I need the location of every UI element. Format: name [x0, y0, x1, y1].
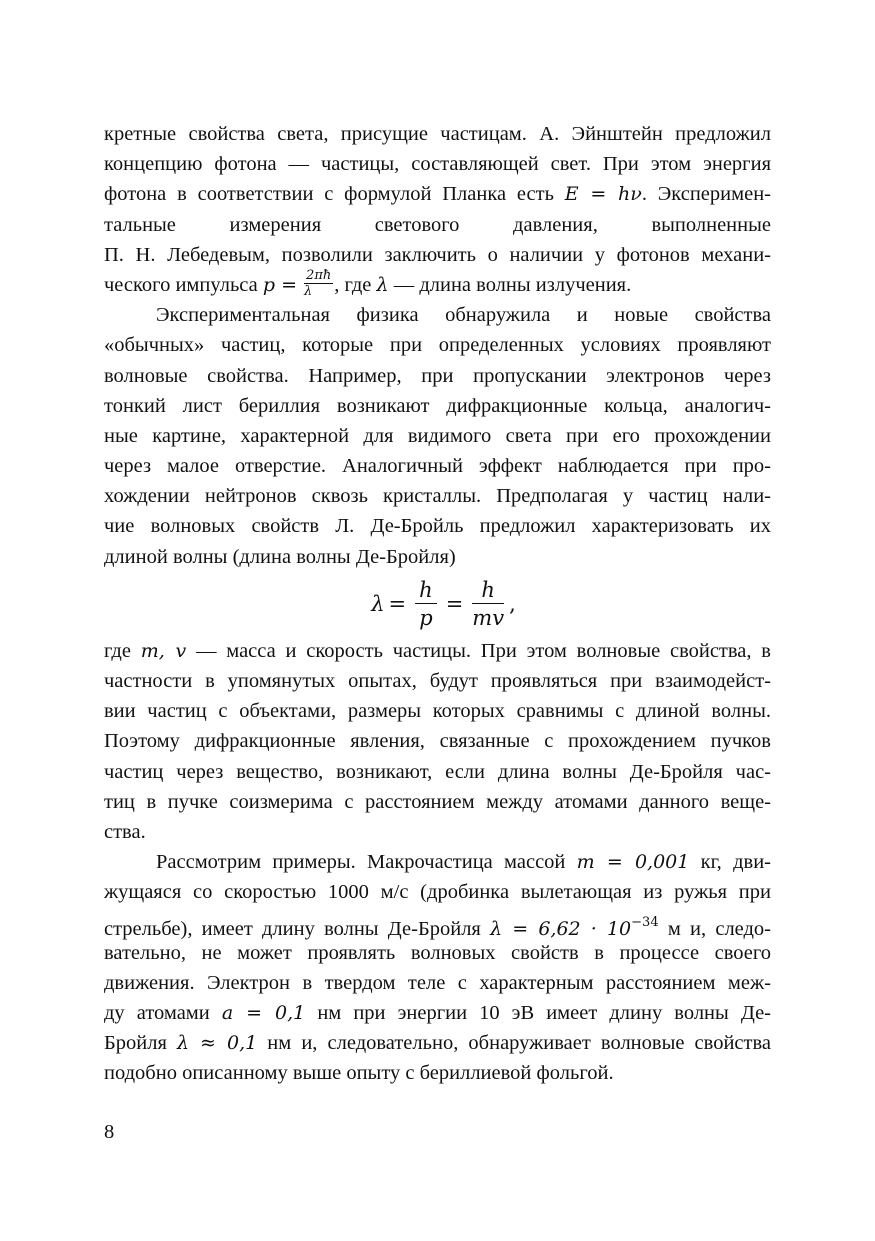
fraction-numerator: h: [415, 579, 437, 604]
text-span: нм при энергии 10 эВ имеет длину волны Де-: [305, 1002, 772, 1025]
text-span: м и, следо-: [658, 917, 772, 940]
text-line: вии частиц с объектами, размеры которых сравнимы с длиной волны.: [104, 700, 771, 723]
page-number: 8: [104, 1121, 115, 1143]
fraction-numerator: 2πħ: [306, 267, 332, 283]
text-line: Поэтому дифракционные явления, связанные с прохождением пучков: [104, 730, 771, 753]
mass-value: m = 0,001: [576, 851, 690, 874]
electron-wavelength-value: λ ≈ 0,1: [177, 1032, 258, 1055]
page-body: [104, 119, 771, 1089]
text-line: [104, 636, 771, 666]
equals-sign: =: [388, 591, 407, 616]
text-span: ческого импульса: [104, 273, 263, 296]
fraction-h-over-mv: [472, 579, 504, 629]
text-line: [104, 847, 771, 877]
text-line: чие волновых свойств Л. Де-Бройль предложил характеризовать их: [104, 515, 771, 538]
text-line: волновые свойства. Например, при пропускании электронов через: [104, 364, 771, 387]
text-line: хождении нейтронов сквозь кристаллы. Предполагая у частиц нали-: [104, 485, 771, 508]
text-line: тиц в пучке соизмерима с расстоянием между атомами данного веще-: [104, 790, 771, 813]
text-span: — масса и скорость частицы. При этом волновые свойства, в: [186, 639, 771, 662]
lambda-symbol: λ: [371, 591, 385, 616]
paragraph-diffraction: [104, 636, 771, 847]
fraction-denominator: p: [419, 605, 433, 630]
text-line: тальные измерения светового давления, выполненные: [104, 213, 771, 236]
text-span: , где: [334, 273, 377, 296]
text-line: ные картине, характерной для видимого света при его прохождении: [104, 424, 771, 447]
text-span: Рассмотрим примеры. Макрочастица массой: [156, 851, 577, 874]
fraction-denominator: λ: [304, 283, 313, 299]
equation-comma: ,: [509, 591, 516, 616]
text-span: фотона в соответствии с формулой Планка есть: [104, 183, 565, 206]
equals-sign: =: [275, 273, 304, 296]
mass-velocity-symbols: m, v: [140, 639, 187, 662]
paragraph-particles: [104, 300, 771, 572]
text-line: Экспериментальная физика обнаружила и новые свойства: [156, 304, 771, 327]
exponent: −34: [631, 914, 659, 930]
text-line: частиц через вещество, возникают, если длина волны Де-Бройля час-: [104, 760, 771, 783]
planck-formula: E = hν: [564, 183, 642, 206]
text-span: нм и, следовательно, обнаруживает волновые свойства: [257, 1032, 771, 1055]
fraction-denominator: mv: [472, 605, 505, 630]
de-broglie-equation: [104, 572, 771, 636]
text-span: стрельбе), имеет длину волны Де-Бройля: [104, 917, 491, 940]
fraction-numerator: h: [472, 579, 504, 604]
momentum-symbol: p: [262, 273, 276, 296]
text-line: [104, 1028, 771, 1058]
paragraph-examples: [104, 847, 771, 1089]
text-line: «обычных» частиц, которые при определенных условиях проявляют: [104, 334, 771, 357]
text-span: — длина волны излучения.: [388, 273, 632, 296]
text-line: концепцию фотона — частицы, составляющей свет. При этом энергия: [104, 153, 771, 176]
text-line: частности в упомянутых опытах, будут проявляться при взаимодейст-: [104, 670, 771, 692]
text-line: кретные свойства света, присущие частицам. А. Эйнштейн предложил: [104, 123, 771, 145]
text-span: где: [104, 639, 141, 662]
text-line: [104, 998, 771, 1028]
text-line: через малое отверстие. Аналогичный эффект наблюдается при про-: [104, 455, 771, 478]
text-line: тонкий лист бериллия возникают дифракционные кольца, аналогич-: [104, 394, 771, 417]
text-line: ства.: [104, 820, 146, 843]
text-line: [104, 179, 771, 209]
fraction-h-over-p: [415, 579, 437, 629]
lattice-spacing-value: a = 0,1: [221, 1002, 306, 1025]
lambda-symbol: λ: [376, 273, 389, 296]
text-line: вательно, не может проявлять волновых свойств в процессе своего: [104, 941, 771, 964]
text-line: [104, 267, 771, 300]
text-span: ду атомами: [104, 1002, 222, 1025]
text-line: движения. Электрон в твердом теле с характерным расстоянием меж-: [104, 971, 771, 994]
text-span: . Эксперимен-: [641, 183, 771, 206]
text-line: П. Н. Лебедевым, позволили заключить о наличии у фотонов механи-: [104, 243, 771, 266]
text-line: длиной волны (длина волны Де-Бройля): [104, 545, 456, 568]
text-line: подобно описанному выше опыту с бериллиевой фольгой.: [104, 1062, 614, 1085]
equals-sign: =: [445, 591, 464, 616]
text-span: Бройля: [104, 1032, 177, 1055]
paragraph-photon: [104, 119, 771, 300]
text-span: кг, дви-: [689, 851, 771, 874]
momentum-fraction: [304, 269, 333, 298]
wavelength-value: λ = 6,62 · 10: [490, 917, 632, 940]
text-line: жущаяся со скоростью 1000 м/с (дробинка вылетающая из ружья при: [104, 881, 771, 904]
text-line: [104, 908, 771, 938]
